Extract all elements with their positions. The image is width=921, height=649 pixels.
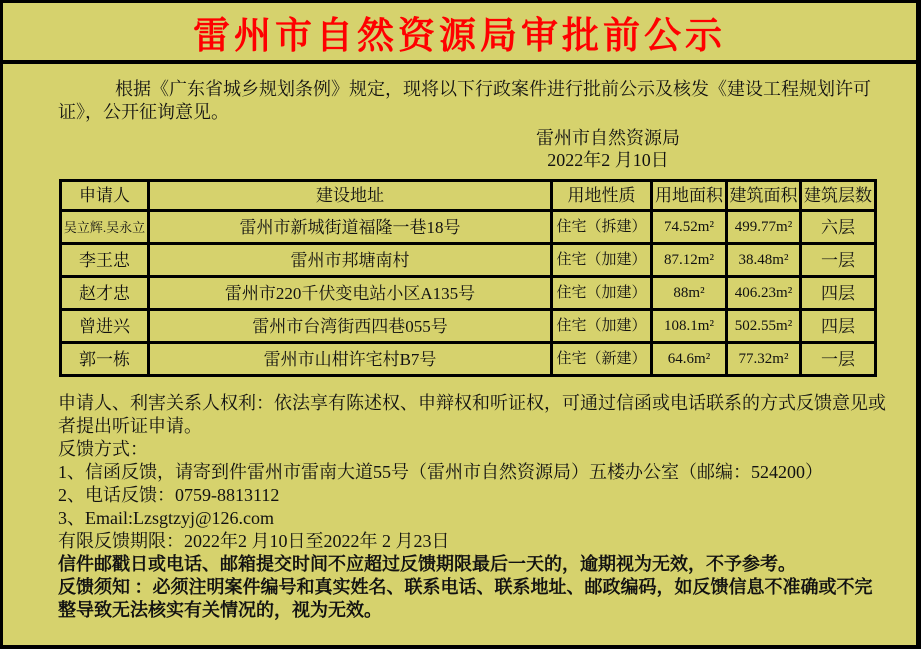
cell-building-area: 499.77m²	[727, 211, 801, 244]
cell-applicant: 赵才忠	[61, 277, 149, 310]
cell-address: 雷州市台湾街西四巷055号	[149, 310, 552, 343]
cell-floors: 四层	[801, 277, 876, 310]
intro-paragraph: 根据《广东省城乡规划条例》规定，现将以下行政案件进行批前公示及核发《建设工程规划许可证》，公开征询意见。	[58, 79, 871, 122]
table-header-row	[61, 181, 876, 211]
cell-land-area: 74.52m²	[652, 211, 727, 244]
cell-land-area: 64.6m²	[652, 343, 727, 376]
cell-building-area: 502.55m²	[727, 310, 801, 343]
cell-applicant: 郭一栋	[61, 343, 149, 376]
signature-date: 2022年2 月10日	[547, 150, 669, 170]
content-area	[3, 64, 916, 622]
cell-building-area: 406.23m²	[727, 277, 801, 310]
signature-org: 雷州市自然资源局	[536, 128, 680, 148]
feedback-requirements: 反馈须知 ：必须注明案件编号和真实姓名、联系电话、联系地址、邮政编码，如反馈信息不准确或不完整导致无法核实有关情况的，视为无效。	[58, 577, 873, 620]
cell-building-area: 38.48m²	[727, 244, 801, 277]
cell-land-area: 87.12m²	[652, 244, 727, 277]
column-header-land-area: 用地面积	[652, 181, 727, 211]
cell-land-use: 住宅（加建）	[552, 277, 652, 310]
table-row	[61, 310, 876, 343]
table-row	[61, 277, 876, 310]
cell-floors: 一层	[801, 244, 876, 277]
feedback-item-mail: 1、信函反馈，请寄到件雷州市雷南大道55号（雷州市自然资源局）五楼办公室（邮编：524200）	[58, 462, 823, 482]
cell-address: 雷州市山柑许宅村B7号	[149, 343, 552, 376]
feedback-item-phone: 2、电话反馈：0759-8813112	[58, 485, 280, 505]
signature-block	[458, 127, 758, 171]
cell-land-use: 住宅（拆建）	[552, 211, 652, 244]
feedback-method-title: 反馈方式：	[58, 439, 148, 459]
page-title: 雷州市自然资源局审批前公示	[193, 14, 726, 56]
rights-paragraph: 申请人、利害关系人权利：依法享有陈述权、申辩权和听证权，可通过信函或电话联系的方式反馈意见或者提出听证申请。	[58, 393, 886, 436]
overdue-warning: 信件邮戳日或电话、邮箱提交时间不应超过反馈期限最后一天的，逾期视为无效，不予参考。	[58, 554, 796, 574]
cell-address: 雷州市220千伏变电站小区A135号	[149, 277, 552, 310]
column-header-applicant: 申请人	[61, 181, 149, 211]
applications-table	[59, 179, 877, 377]
title-bar	[3, 3, 916, 64]
cell-applicant: 吴立辉.吴永立	[61, 211, 149, 244]
table-row	[61, 244, 876, 277]
feedback-item-email: 3、Email:Lzsgtzyj@126.com	[58, 508, 275, 528]
table-row	[61, 343, 876, 376]
cell-floors: 四层	[801, 310, 876, 343]
notice-section	[58, 392, 886, 622]
cell-floors: 一层	[801, 343, 876, 376]
cell-address: 雷州市邦塘南村	[149, 244, 552, 277]
column-header-building-area: 建筑面积	[727, 181, 801, 211]
column-header-floors: 建筑层数	[801, 181, 876, 211]
cell-land-use: 住宅（加建）	[552, 244, 652, 277]
column-header-address: 建设地址	[149, 181, 552, 211]
cell-applicant: 曾进兴	[61, 310, 149, 343]
cell-land-area: 88m²	[652, 277, 727, 310]
cell-building-area: 77.32m²	[727, 343, 801, 376]
feedback-deadline: 有限反馈期限：2022年2 月10日至2022年 2 月23日	[58, 531, 450, 551]
cell-land-use: 住宅（新建）	[552, 343, 652, 376]
cell-land-use: 住宅（加建）	[552, 310, 652, 343]
column-header-land-use: 用地性质	[552, 181, 652, 211]
cell-applicant: 李王忠	[61, 244, 149, 277]
cell-land-area: 108.1m²	[652, 310, 727, 343]
cell-address: 雷州市新城街道福隆一巷18号	[149, 211, 552, 244]
table-row	[61, 211, 876, 244]
cell-floors: 六层	[801, 211, 876, 244]
